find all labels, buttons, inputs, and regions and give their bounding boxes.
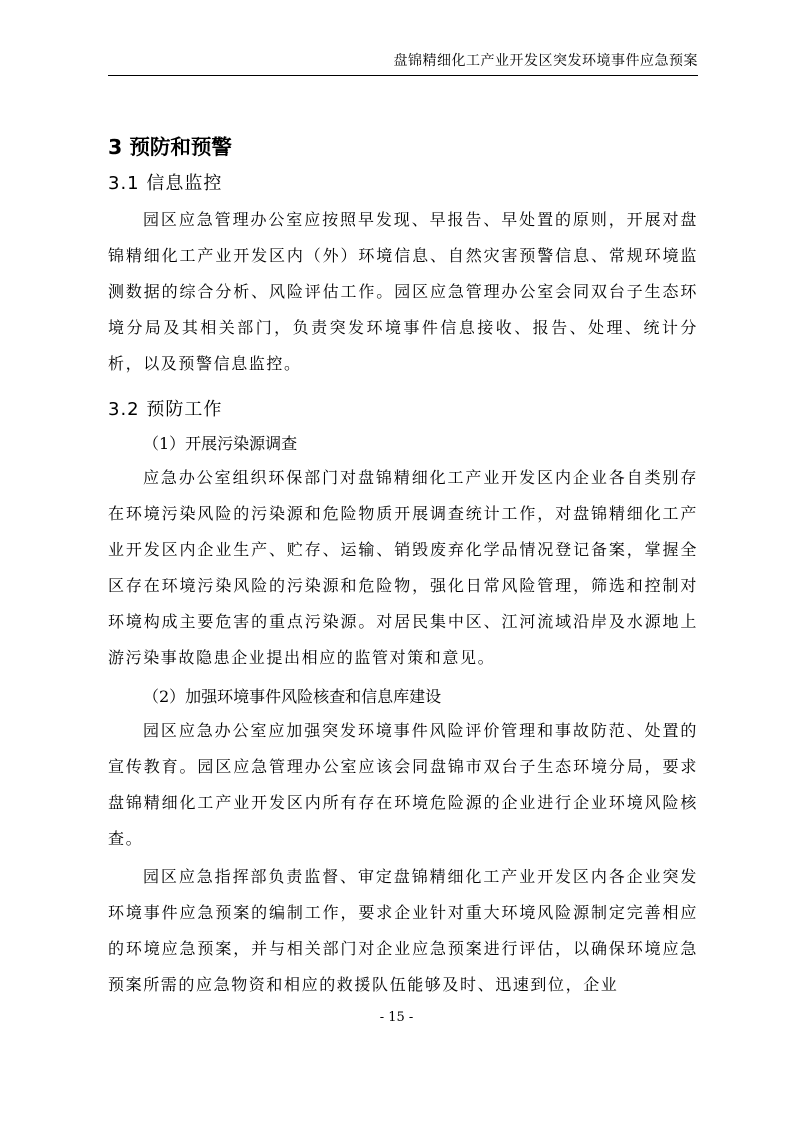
paragraph-info-monitoring: 园区应急管理办公室应按照早发现、早报告、早处置的原则，开展对盘锦精细化工产业开发区内（外）环境信息、自然灾害预警信息、常规环境监测数据的综合分析、风险评估工作。园区应急管理办公室会同双台子生态环境分局及其相关部门，负责突发环境事件信息接收、报告、处理、统计分析，以及预警信息监控。 [108, 210, 698, 373]
section-heading: 3 预防和预警 [108, 135, 232, 159]
document-body [108, 128, 698, 1003]
subsection-heading-3-1: 3.1 信息监控 [108, 173, 223, 194]
paragraph-emergency-plan: 园区应急指挥部负责监督、审定盘锦精细化工产业开发区内各企业突发环境事件应急预案的编制工作，要求企业针对重大环境风险源制定完善相应的环境应急预案，并与相关部门对企业应急预案进行评估，以确保环境应急预案所需的应急物资和相应的救援队伍能够及时、迅速到位，企业 [108, 867, 698, 994]
paragraph-risk-check: 园区应急办公室应加强突发环境事件风险评价管理和事故防范、处置的宣传教育。园区应急管理办公室应该会同盘锦市双台子生态环境分局，要求盘锦精细化工产业开发区内所有存在环境危险源的企业进行企业环境风险核查。 [108, 721, 698, 848]
page-number: - 15 - [379, 1010, 414, 1025]
paragraph-pollution-survey: 应急办公室组织环保部门对盘锦精细化工产业开发区内企业各自类别存在环境污染风险的污染源和危险物质开展调查统计工作，对盘锦精细化工产业开发区内企业生产、贮存、运输、销毁废弃化学品情况登记备案，掌握全区存在环境污染风险的污染源和危险物，强化日常风险管理，筛选和控制对环境构成主要危害的重点污染源。对居民集中区、江河流域沿岸及水源地上游污染事故隐患企业提出相应的监管对策和意见。 [108, 468, 698, 667]
subsection-heading-3-2: 3.2 预防工作 [108, 399, 223, 420]
running-header: 盘锦精细化工产业开发区突发环境事件应急预案 [393, 53, 698, 69]
item-heading-pollution-survey: （1）开展污染源调查 [143, 434, 298, 453]
header-divider [108, 75, 698, 76]
item-heading-risk-check: （2）加强环境事件风险核查和信息库建设 [143, 687, 442, 706]
